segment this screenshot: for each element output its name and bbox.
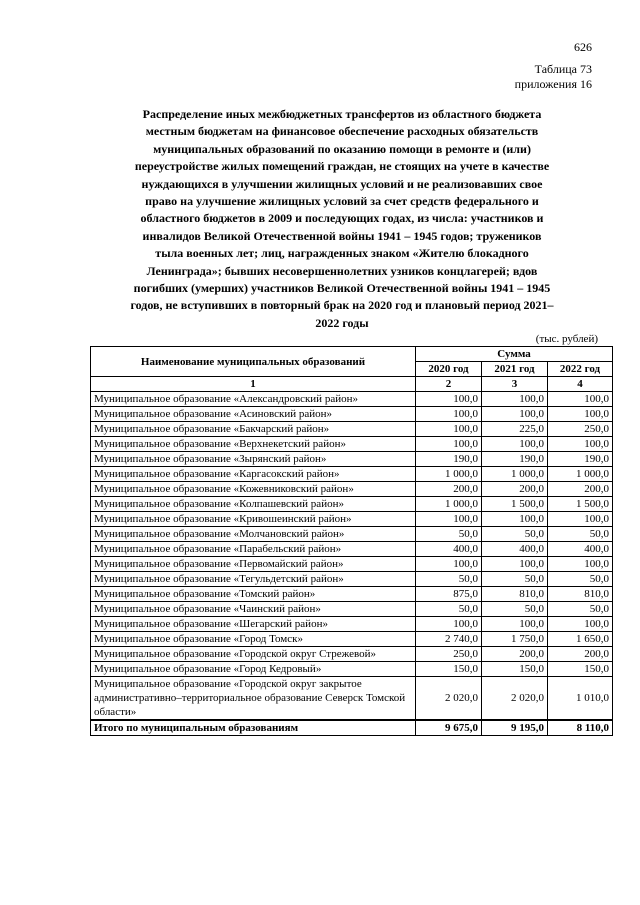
- value-2020: 50,0: [416, 572, 482, 587]
- table-body: [91, 392, 613, 721]
- value-2022: 200,0: [548, 482, 613, 497]
- header-year-2022: 2022 год: [548, 362, 613, 377]
- value-2020: 100,0: [416, 557, 482, 572]
- value-2020: 100,0: [416, 512, 482, 527]
- value-2022: 200,0: [548, 647, 613, 662]
- appendix-label: приложения 16: [514, 77, 592, 91]
- units-label: (тыс. рублей): [535, 333, 598, 345]
- value-2020: 400,0: [416, 542, 482, 557]
- column-index: 1: [91, 377, 416, 392]
- header-year-2021: 2021 год: [482, 362, 548, 377]
- value-2021: 1 500,0: [482, 497, 548, 512]
- value-2020: 100,0: [416, 422, 482, 437]
- value-2020: 1 000,0: [416, 467, 482, 482]
- value-2022: 250,0: [548, 422, 613, 437]
- value-2022: 150,0: [548, 662, 613, 677]
- table-row: [91, 437, 613, 452]
- table-row: [91, 572, 613, 587]
- header-sum-column: Сумма: [416, 347, 613, 362]
- value-2022: 810,0: [548, 587, 613, 602]
- table-row: [91, 497, 613, 512]
- municipality-name: Муниципальное образование «Зырянский район»: [91, 452, 416, 467]
- value-2021: 50,0: [482, 602, 548, 617]
- table-row: [91, 602, 613, 617]
- municipality-name: Муниципальное образование «Тегульдетский район»: [91, 572, 416, 587]
- value-2020: 1 000,0: [416, 497, 482, 512]
- municipality-name: Муниципальное образование «Колпашевский район»: [91, 497, 416, 512]
- value-2021: 100,0: [482, 392, 548, 407]
- value-2022: 50,0: [548, 572, 613, 587]
- value-2021: 225,0: [482, 422, 548, 437]
- table-row: [91, 467, 613, 482]
- value-2022: 100,0: [548, 557, 613, 572]
- municipality-name: Муниципальное образование «Кривошеинский район»: [91, 512, 416, 527]
- value-2021: 200,0: [482, 482, 548, 497]
- value-2021: 150,0: [482, 662, 548, 677]
- municipality-name: Муниципальное образование «Асиновский район»: [91, 407, 416, 422]
- table-row: [91, 452, 613, 467]
- municipality-name: Муниципальное образование «Каргасокский район»: [91, 467, 416, 482]
- municipality-name: Муниципальное образование «Чаинский район»: [91, 602, 416, 617]
- value-2020: 875,0: [416, 587, 482, 602]
- value-2020: 100,0: [416, 437, 482, 452]
- table-row: [91, 587, 613, 602]
- title-line: погибших (умерших) участников Великой Отечественной войны 1941 – 1945: [133, 281, 551, 296]
- total-2020: 9 675,0: [416, 720, 482, 736]
- title-line: право на улучшение жилищных условий за счет средств федерального и: [145, 194, 539, 209]
- municipality-name: Муниципальное образование «Александровский район»: [91, 392, 416, 407]
- title-line: местным бюджетам на финансовое обеспечение расходных обязательств: [145, 124, 539, 139]
- value-2022: 100,0: [548, 437, 613, 452]
- value-2022: 50,0: [548, 602, 613, 617]
- value-2020: 100,0: [416, 407, 482, 422]
- municipality-name: Муниципальное образование «Городской округ закрытое административно–территориальное образование Северск Томской области»: [91, 677, 416, 721]
- appendix-reference: [515, 62, 592, 92]
- value-2020: 50,0: [416, 527, 482, 542]
- table-row: [91, 542, 613, 557]
- value-2022: 100,0: [548, 617, 613, 632]
- value-2021: 190,0: [482, 452, 548, 467]
- table-label: Таблица 73: [534, 62, 592, 76]
- document-title: [92, 106, 592, 332]
- value-2022: 400,0: [548, 542, 613, 557]
- value-2021: 100,0: [482, 407, 548, 422]
- table-row: [91, 407, 613, 422]
- value-2020: 100,0: [416, 392, 482, 407]
- value-2021: 400,0: [482, 542, 548, 557]
- table-row: [91, 512, 613, 527]
- municipality-name: Муниципальное образование «Первомайский район»: [91, 557, 416, 572]
- page-number: 626: [574, 40, 592, 54]
- value-2021: 100,0: [482, 557, 548, 572]
- title-line: областного бюджетов в 2009 и последующих годах, из числа: участников и: [140, 211, 544, 226]
- value-2021: 100,0: [482, 512, 548, 527]
- title-line: 2022 годы: [315, 315, 369, 330]
- table-row: [91, 617, 613, 632]
- title-line: переустройстве жилых помещений граждан, не стоящих на учете в качестве: [134, 159, 550, 174]
- total-row: [91, 720, 613, 736]
- table-row: [91, 647, 613, 662]
- value-2021: 50,0: [482, 572, 548, 587]
- value-2020: 150,0: [416, 662, 482, 677]
- header-name-column: Наименование муниципальных образований: [91, 347, 416, 377]
- municipality-name: Муниципальное образование «Верхнекетский район»: [91, 437, 416, 452]
- value-2020: 50,0: [416, 602, 482, 617]
- title-line: инвалидов Великой Отечественной войны 1941 – 1945 годов; тружеников: [142, 228, 542, 243]
- municipality-name: Муниципальное образование «Шегарский район»: [91, 617, 416, 632]
- value-2022: 1 010,0: [548, 677, 613, 721]
- total-label: Итого по муниципальным образованиям: [91, 720, 416, 736]
- value-2021: 100,0: [482, 617, 548, 632]
- value-2022: 1 650,0: [548, 632, 613, 647]
- title-line: муниципальных образований по оказанию помощи в ремонте и (или): [153, 141, 531, 156]
- table-row: [91, 677, 613, 721]
- value-2020: 2 020,0: [416, 677, 482, 721]
- table-row: [91, 422, 613, 437]
- municipality-name: Муниципальное образование «Город Кедровый»: [91, 662, 416, 677]
- transfers-table: [90, 346, 613, 736]
- value-2021: 50,0: [482, 527, 548, 542]
- value-2022: 190,0: [548, 452, 613, 467]
- column-index: 2: [416, 377, 482, 392]
- table-row: [91, 392, 613, 407]
- value-2021: 100,0: [482, 437, 548, 452]
- value-2020: 190,0: [416, 452, 482, 467]
- title-line: Распределение иных межбюджетных трансфертов из областного бюджета: [142, 107, 542, 121]
- value-2021: 200,0: [482, 647, 548, 662]
- municipality-name: Муниципальное образование «Томский район»: [91, 587, 416, 602]
- value-2022: 50,0: [548, 527, 613, 542]
- value-2022: 100,0: [548, 392, 613, 407]
- header-year-2020: 2020 год: [416, 362, 482, 377]
- table-row: [91, 662, 613, 677]
- value-2020: 250,0: [416, 647, 482, 662]
- value-2020: 2 740,0: [416, 632, 482, 647]
- total-2022: 8 110,0: [548, 720, 613, 736]
- title-line: нуждающихся в улучшении жилищных условий и не реализовавших свое: [141, 176, 543, 191]
- value-2021: 1 000,0: [482, 467, 548, 482]
- municipality-name: Муниципальное образование «Парабельский район»: [91, 542, 416, 557]
- table-row: [91, 557, 613, 572]
- municipality-name: Муниципальное образование «Молчановский район»: [91, 527, 416, 542]
- value-2022: 100,0: [548, 407, 613, 422]
- table-row: [91, 482, 613, 497]
- value-2022: 100,0: [548, 512, 613, 527]
- total-2021: 9 195,0: [482, 720, 548, 736]
- value-2022: 1 000,0: [548, 467, 613, 482]
- municipality-name: Муниципальное образование «Город Томск»: [91, 632, 416, 647]
- title-line: тыла военных лет; лиц, награжденных знаком «Жителю блокадного: [155, 246, 529, 261]
- municipality-name: Муниципальное образование «Городской округ Стрежевой»: [91, 647, 416, 662]
- title-line: Ленинграда»; бывших несовершеннолетних узников концлагерей; вдов: [146, 263, 538, 278]
- value-2021: 1 750,0: [482, 632, 548, 647]
- value-2022: 1 500,0: [548, 497, 613, 512]
- municipality-name: Муниципальное образование «Кожевниковский район»: [91, 482, 416, 497]
- value-2020: 200,0: [416, 482, 482, 497]
- municipality-name: Муниципальное образование «Бакчарский район»: [91, 422, 416, 437]
- value-2020: 100,0: [416, 617, 482, 632]
- column-index: 3: [482, 377, 548, 392]
- table-row: [91, 527, 613, 542]
- value-2021: 810,0: [482, 587, 548, 602]
- title-line: годов, не вступивших в повторный брак на 2020 год и плановый период 2021–: [130, 298, 554, 313]
- value-2021: 2 020,0: [482, 677, 548, 721]
- column-index: 4: [548, 377, 613, 392]
- table-row: [91, 632, 613, 647]
